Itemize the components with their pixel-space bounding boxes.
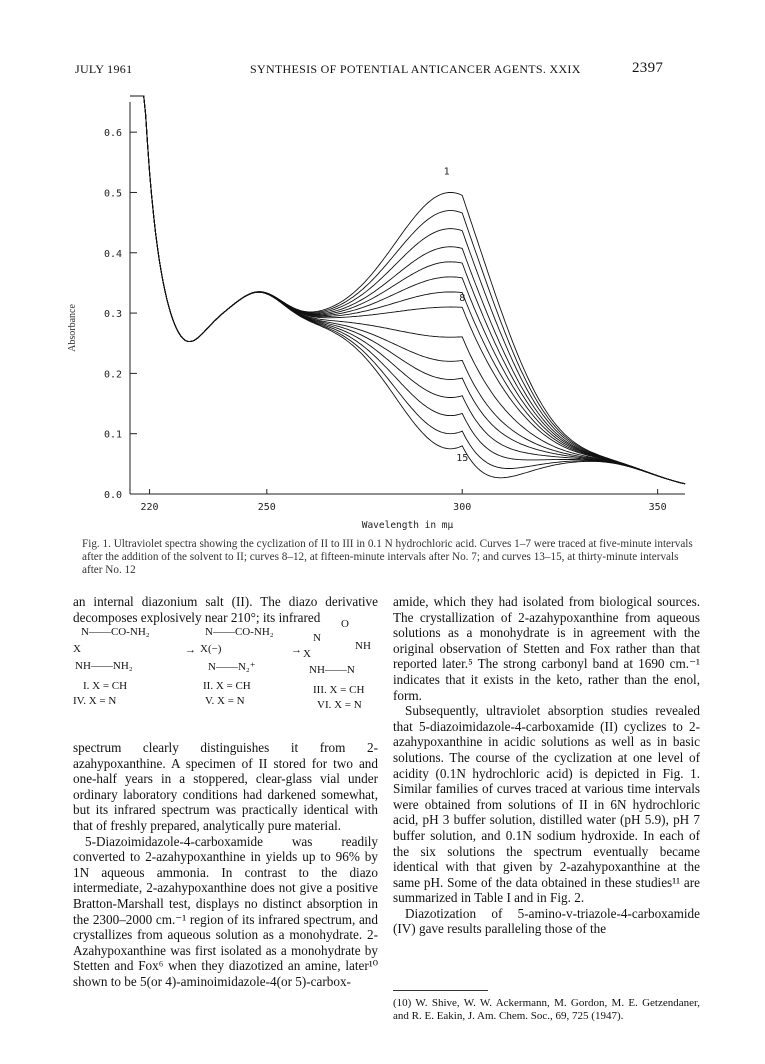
y-tick-label: 0.0 (103, 490, 122, 501)
spectrum-curve (130, 96, 685, 484)
spectrum-curve (130, 96, 685, 484)
curve-label: 15 (456, 452, 469, 464)
running-header-title: SYNTHESIS OF POTENTIAL ANTICANCER AGENTS. XXIX (250, 62, 581, 76)
footnote-rule (393, 990, 488, 991)
x-tick-label: 350 (648, 502, 667, 513)
x-tick-label: 220 (140, 502, 159, 513)
chem-label: X (73, 643, 81, 655)
paragraph: 5-Diazoimidazole-4-carboxamide was readily converted to 2-azahypoxanthine in yields up to 96% by 1N aqueous ammonia. In contrast to the diazo intermediate, 2-azahypoxanthine does not give a positive Bratton-Marshall test, displays no distinct absorption in the 2300–2000 cm.⁻¹ region of its infrared spectrum, and crystallizes from aqueous solution as a monohydrate. 2-Azahypoxanthine was first isolated as a monohydrate by Stetten and Fox⁶ when they diazotized an amine, later¹⁰ shown to be 5(or 4)-aminoimidazole-4(or 5)-carbox- (73, 833, 378, 989)
spectrum-curve (130, 96, 685, 484)
spectrum-curve (130, 96, 685, 484)
chem-label: I. X = CH (83, 680, 128, 692)
chem-label: II. X = CH (203, 680, 251, 692)
chem-label: X (303, 648, 311, 660)
spectrum-curve (130, 96, 685, 484)
figure-caption: Fig. 1. Ultraviolet spectra showing the cyclization of II to III in 0.1 N hydrochloric acid. Curves 1–7 were traced at five-minute intervals after the addition of the solvent to II; curves 8–12, at fifteen-minute intervals after No. 7; and curves 13–15, at thirty-minute intervals after No. 12 (82, 538, 693, 576)
chart-curves (130, 96, 685, 484)
paragraph: Diazotization of 5-amino-v-triazole-4-carboxamide (IV) gave results paralleling those of the (393, 905, 700, 937)
chem-label: NH——NH₂ (75, 660, 133, 672)
spectrum-curve (130, 96, 685, 484)
y-tick-label: 0.1 (103, 429, 122, 441)
y-tick-label: 0.5 (103, 188, 122, 200)
y-tick-label: 0.3 (103, 309, 122, 321)
running-header-date: JULY 1961 (75, 62, 133, 76)
spectrum-curve (130, 96, 685, 484)
spectrum-curve (130, 96, 685, 484)
paragraph: Subsequently, ultraviolet absorption studies revealed that 5-diazoimidazole-4-carboxamide (II) cyclizes to 2-azahypoxanthine in acidic solutions as well as in basic solutions. The course of the cyclization at one level of acidity (0.1N hydrochloric acid) is depicted in Fig. 1. Similar families of curves traced at various time intervals were obtained from solutions of II in 6N hydrochloric acid, pH 3 buffer solution, distilled water (pH 5.9), pH 7 buffer solution, and 0.1N sodium hydroxide. In each of the six solutions the spectrum eventually became identical with that given by 2-azahypoxanthine at the same pH. Some of the data obtained in these studies¹¹ are summarized in Table I and in Fig. 2. (393, 703, 700, 906)
spectrum-curve (130, 96, 685, 484)
chem-label: III. X = CH (313, 684, 365, 696)
right-column (393, 594, 700, 937)
spectrum-curve (130, 96, 685, 484)
chem-label: VI. X = N (317, 699, 362, 711)
uv-spectra-chart (60, 92, 690, 532)
spectrum-curve (130, 96, 685, 484)
arrow-icon: → (185, 644, 196, 656)
chem-label: O (341, 618, 349, 630)
chem-label: N——CO-NH₂ (205, 626, 274, 638)
chem-label: V. X = N (205, 695, 245, 707)
arrow-icon: → (291, 644, 302, 656)
spectrum-curve (130, 96, 685, 484)
chem-label: X(−) (200, 643, 222, 655)
x-tick-label: 250 (257, 502, 276, 513)
paragraph: an internal diazonium salt (II). The diazo derivative decomposes explosively near 210°; its infrared (73, 594, 378, 625)
y-tick-label: 0.4 (103, 248, 122, 260)
x-tick-label: 300 (453, 502, 472, 513)
y-tick-label: 0.2 (103, 369, 122, 381)
chem-label: N (313, 632, 321, 644)
y-tick-label: 0.6 (103, 128, 122, 140)
curve-label: 1 (443, 166, 450, 178)
reaction-scheme (73, 618, 378, 736)
chem-label: NH——N (309, 664, 355, 676)
chem-label: NH (355, 640, 371, 652)
spectrum-curve (130, 96, 685, 484)
chem-label: IV. X = N (73, 695, 117, 707)
y-axis-label: Absorbance (67, 304, 78, 352)
x-axis-label: Wavelength in mμ (361, 520, 454, 531)
left-column-bottom (73, 740, 378, 990)
footnote: (10) W. Shive, W. W. Ackermann, M. Gordon, M. E. Getzendaner, and R. E. Eakin, J. Am. Chem. Soc., 69, 725 (1947). (393, 997, 700, 1022)
paragraph: amide, which they had isolated from biological sources. The crystallization of 2-azahypoxanthine from aqueous solutions as a monohydrate is in agreement with the original observation of Stetten and Fox rather than that reported later.⁵ The strong carbonyl band at 1690 cm.⁻¹ indicates that it exists in the keto, rather than the enol, form. (393, 594, 700, 703)
curve-label: 8 (459, 293, 466, 305)
chem-label: N——CO-NH₂ (81, 626, 150, 638)
chart-axes (67, 102, 685, 531)
page-number: 2397 (632, 60, 664, 76)
chem-label: N——N₂⁺ (208, 661, 256, 673)
spectrum-curve (130, 96, 685, 484)
spectrum-curve (130, 96, 685, 484)
paragraph: spectrum clearly distinguishes it from 2-azahypoxanthine. A specimen of II stored for two and one-half years in a stoppered, clear-glass vial under ordinary laboratory conditions had darkened somewhat, but its infrared spectrum was practically identical with that of freshly prepared, analytically pure material. (73, 740, 378, 833)
